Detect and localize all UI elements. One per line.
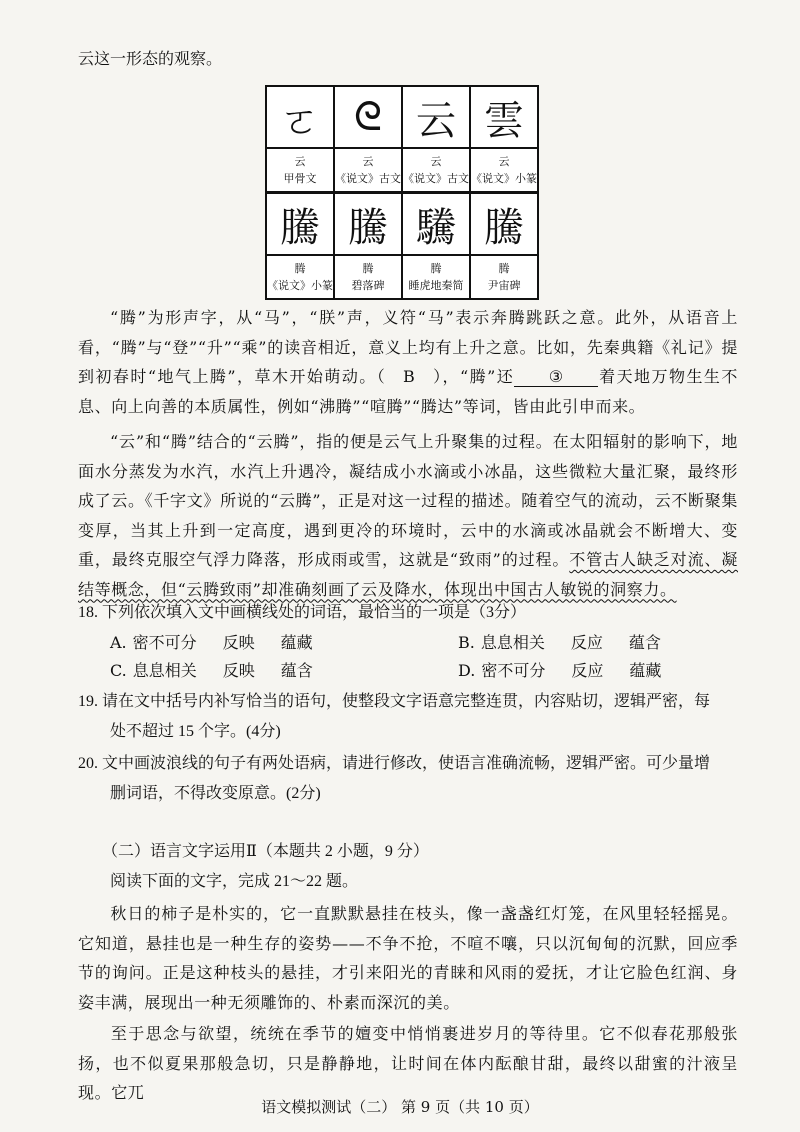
page-footer: 语文模拟测试（二） 第 9 页（共 10 页） bbox=[261, 1098, 539, 1116]
glyph-cell: 騰 bbox=[266, 193, 334, 255]
option-a: A. 密不可分 反映 蕴藏 bbox=[110, 633, 313, 652]
glyph-label: 腾 尹宙碑 bbox=[470, 255, 538, 299]
option-b: B. 息息相关 反应 蕴含 bbox=[458, 633, 661, 652]
glyph-cell: ㄛ bbox=[266, 86, 334, 148]
glyph-label: 腾 《说文》小篆 bbox=[266, 255, 334, 299]
yun-glyph-table bbox=[265, 85, 539, 193]
option-d: D. 密不可分 反应 蕴藏 bbox=[458, 661, 662, 680]
paragraph-persimmon-1: 秋日的柿子是朴实的，它一直默默悬挂在枝头，像一盏盏红灯笼，在风里轻轻摇晃。它知道，悬挂也是一种生存的姿势——不争不抢，不喧不嚷，只以沉甸甸的沉默，回应季节的询问。正是这种枝头的悬挂，才引来阳光的青睐和风雨的爱抚，才让它脸色红润、身姿丰满，展现出一种无须雕饰的、朴素而深沉的美。 bbox=[78, 904, 738, 1012]
teng-glyph-table bbox=[265, 192, 539, 300]
glyph-label: 腾 碧落碑 bbox=[334, 255, 402, 299]
question-20-line2: 删词语，不得改变原意。(2分) bbox=[110, 785, 321, 802]
answer-letter: B bbox=[403, 367, 416, 386]
glyph-cell: 騰 bbox=[470, 193, 538, 255]
wavy-sentence: 不管古人缺乏对流、凝结等概念，但“云腾致雨”却准确刻画了云及降水，体现出中国古人敏锐的洞察力。 bbox=[78, 550, 738, 599]
question-19-line2: 处不超过 15 个字。(4分) bbox=[110, 723, 281, 740]
section-2-title: （二）语言文字运用Ⅱ（本题共 2 小题，9 分） bbox=[102, 843, 429, 860]
option-c: C. 息息相关 反映 蕴含 bbox=[110, 661, 313, 680]
paragraph-teng: “腾”为形声字，从“马”，“朕”声，义符“马”表示奔腾跳跃之意。此外，从语音上看，“腾”与“登”“升”“乘”的读音相近，意义上均有上升之意。比如，先秦典籍《礼记》提到初春时“地气上腾”，草木开始萌动。（ B ），“腾”还 ③ 着天地万物生生不息、向上向善的本质属性，例如“沸腾”“喧腾”“腾达”等词，皆由此引申而来。 bbox=[78, 308, 738, 416]
paragraph-yunteng: “云”和“腾”结合的“云腾”，指的便是云气上升聚集的过程。在太阳辐射的影响下，地面水分蒸发为水汽，水汽上升遇冷，凝结成小水滴或小冰晶，这些微粒大量汇聚，最终形成了云。《千字文》所说的“云腾”，正是对这一过程的描述。随着空气的流动，云不断聚集变厚，当其上升到一定高度，遇到更冷的环境时，云中的水滴或冰晶就会不断增大、变重，最终克服空气浮力降落，形成雨或雪，这就是“致雨”的过程。不管古人缺乏对流、凝结等概念，但“云腾致雨”却准确刻画了云及降水，体现出中国古人敏锐的洞察力。 bbox=[78, 432, 738, 599]
section-2-instruction: 阅读下面的文字，完成 21～22 题。 bbox=[110, 873, 359, 890]
glyph-label: 云 甲骨文 bbox=[266, 148, 334, 192]
question-19-line1: 19. 请在文中括号内补写恰当的语句，使整段文字语意完整连贯，内容贴切，逻辑严密，每 bbox=[78, 693, 711, 710]
glyph-label: 云 《说文》小篆 bbox=[470, 148, 538, 192]
blank-3: ③ bbox=[514, 368, 598, 387]
question-18: 18. 下列依次填入文中画横线处的词语，最恰当的一项是（3分） bbox=[78, 604, 527, 621]
glyph-label: 云 《说文》古文 bbox=[402, 148, 470, 192]
question-20-line1: 20. 文中画波浪线的句子有两处语病，请进行修改，使语言准确流畅，逻辑严密。可少量增 bbox=[78, 755, 711, 772]
glyph-cell: ᘓ bbox=[334, 86, 402, 148]
glyph-cell: 雲 bbox=[470, 86, 538, 148]
paragraph-persimmon-2: 至于思念与欲望，统统在季节的嬗变中悄悄裹进岁月的等待里。它不似春花那般张扬，也不似夏果那般急切，只是静静地，让时间在体内酝酿甘甜，最终以甜蜜的汁液呈现。它兀 bbox=[78, 1024, 738, 1102]
glyph-cell: 騰 bbox=[334, 193, 402, 255]
top-line: 云这一形态的观察。 bbox=[78, 49, 223, 68]
glyph-label: 腾 睡虎地秦简 bbox=[402, 255, 470, 299]
glyph-label: 云 《说文》古文 bbox=[334, 148, 402, 192]
glyph-cell: 云 bbox=[402, 86, 470, 148]
glyph-cell: 驣 bbox=[402, 193, 470, 255]
